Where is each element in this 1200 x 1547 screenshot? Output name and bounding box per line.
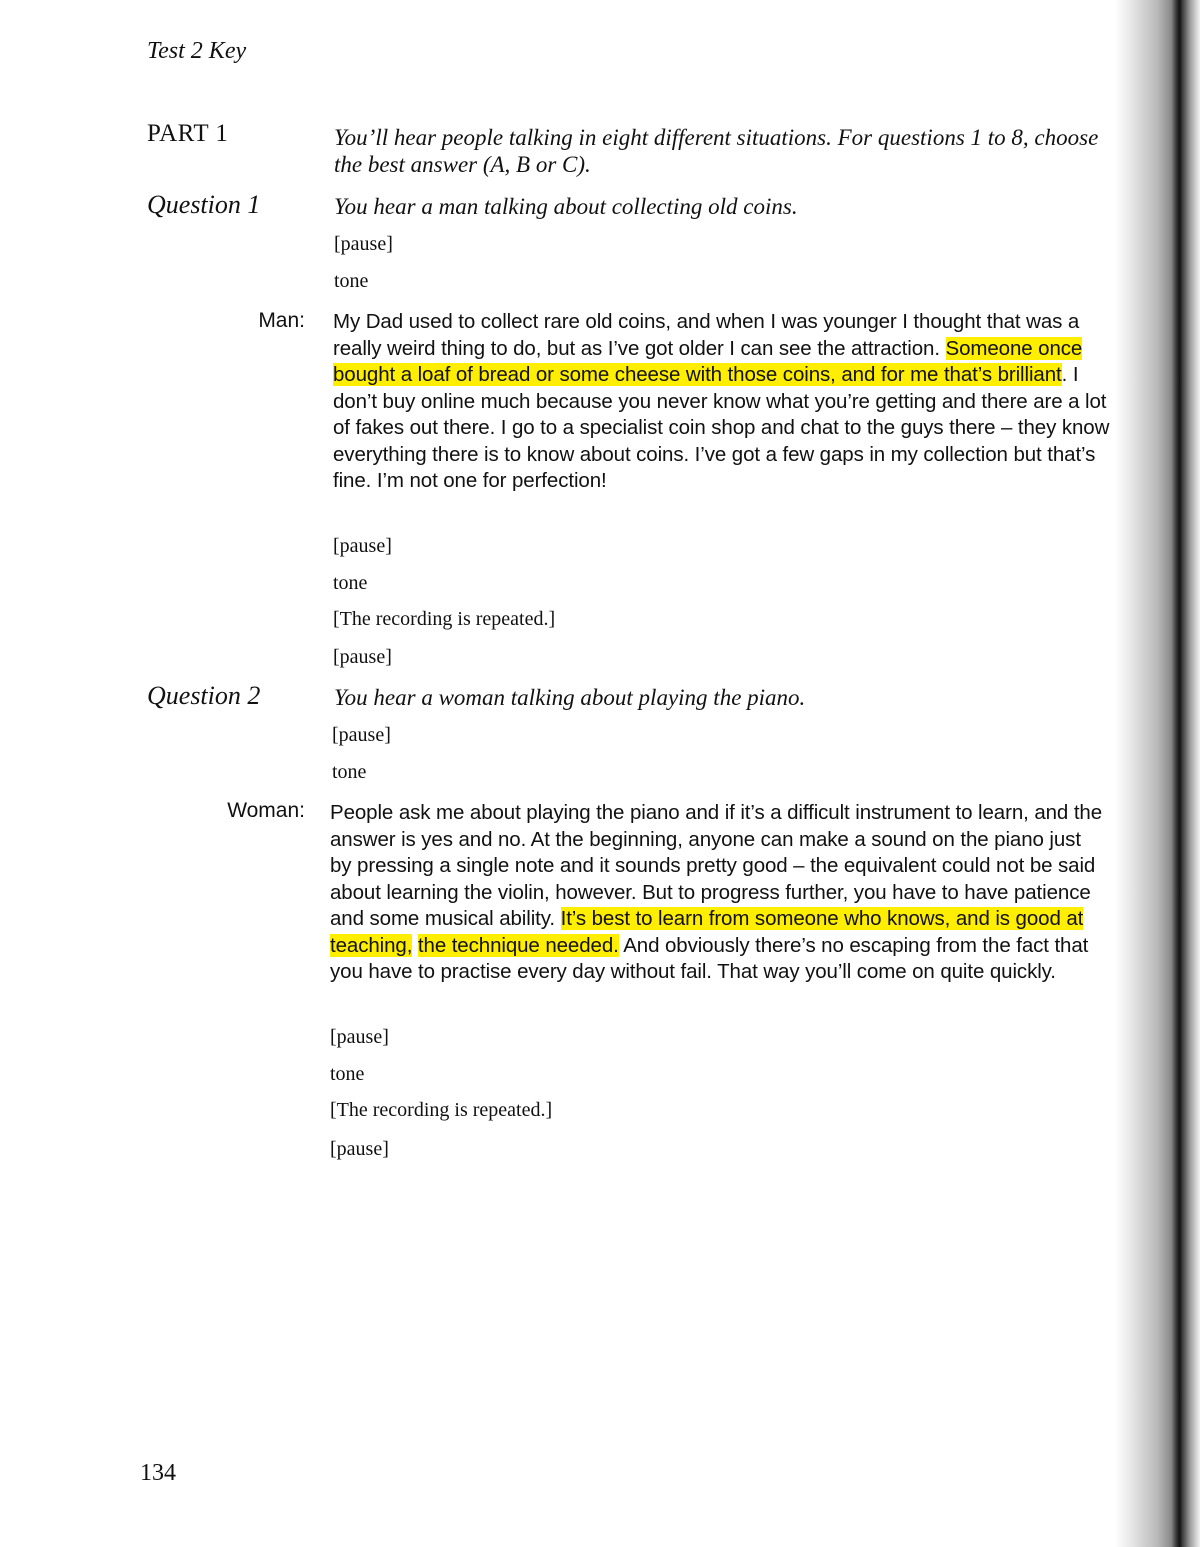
part-instruction: You’ll hear people talking in eight different situations. For questions 1 to 8, choose the best answer (A, B or C).: [334, 125, 1099, 177]
speaker-woman: Woman:: [227, 799, 305, 822]
book-spine-shadow: [1115, 0, 1200, 1547]
page-header: Test 2 Key: [147, 38, 247, 64]
page-number: 134: [140, 1460, 176, 1486]
highlighted-answer-text: Someone once bought a loaf of bread or some cheese with those coins, and for me that’s brilliant: [333, 336, 1083, 386]
transcript-question-1: [333, 309, 1113, 495]
question-2-prompt: You hear a woman talking about playing the piano.: [334, 685, 806, 710]
question-1-prompt: You hear a man talking about collecting old coins.: [334, 194, 798, 219]
transcript-text: My Dad used to collect rare old coins, and when I was younger I thought that was a really weird thing to do, but as I’ve got older I can see the attraction.: [333, 310, 1080, 360]
transcript-text: . I don’t buy online much because you never know what you’re getting and there are a lot of fakes out there. I go to a specialist coin shop and chat to the guys there – they know everything there is to know about coins. I’ve got a few gaps in my collection but that’s fine. I’m not one for perfection!: [333, 363, 1110, 492]
part-label: PART 1: [147, 120, 229, 147]
question-2-label: Question 2: [147, 681, 261, 710]
cue-tone: tone: [334, 270, 369, 292]
cue-recording-repeated: [The recording is repeated.]: [333, 608, 556, 630]
cue-pause: [pause]: [330, 1026, 389, 1048]
cue-tone: tone: [333, 572, 368, 594]
speaker-man: Man:: [258, 309, 305, 332]
cue-pause: [pause]: [332, 724, 391, 746]
cue-pause: [pause]: [333, 535, 392, 557]
cue-pause: [pause]: [330, 1138, 389, 1160]
cue-tone: tone: [330, 1063, 365, 1085]
question-1-label: Question 1: [147, 190, 261, 219]
highlighted-answer-text: It’s best to learn from someone who knows, and is good at teaching,: [330, 907, 1084, 957]
cue-pause: [pause]: [334, 233, 393, 255]
transcript-text: People ask me about playing the piano and if it’s a difficult instrument to learn, and the answer is yes and no. At the beginning, anyone can make a sound on the piano just by pressing a single note and it sounds pretty good – the equivalent could not be said about learning the violin, however. But to progress further, you have to have patience and some musical ability.: [330, 801, 1103, 930]
cue-recording-repeated: [The recording is repeated.]: [330, 1099, 553, 1121]
cue-pause: [pause]: [333, 646, 392, 668]
cue-tone: tone: [332, 761, 367, 783]
transcript-question-2: [330, 800, 1105, 986]
highlighted-answer-text: the technique needed.: [417, 933, 619, 957]
transcript-text: And obviously there’s no escaping from the fact that you have to practise every day without fail. That way you’ll come on quite quickly.: [330, 933, 1089, 983]
